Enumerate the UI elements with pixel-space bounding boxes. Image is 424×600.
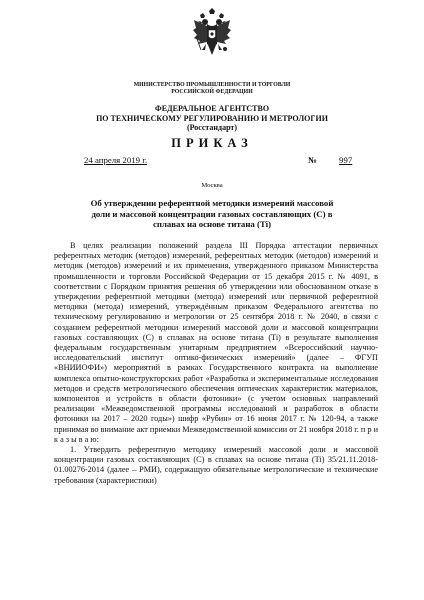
number-sign: № bbox=[308, 155, 317, 165]
russian-coat-of-arms-icon bbox=[192, 8, 232, 62]
document-title: Об утверждении референтной методики измерений массовой доли и массовой концентрации газовых составляющих (С) в сплавах на основе титана (Ti) bbox=[90, 198, 334, 229]
agency-line-1: ФЕДЕРАЛЬНОЕ АГЕНТСТВО bbox=[154, 104, 270, 113]
document-type-heading: ПРИКАЗ bbox=[171, 136, 253, 150]
document-number-block bbox=[308, 155, 358, 165]
ministry-line-2: РОССИЙСКОЙ ФЕДЕРАЦИИ bbox=[171, 89, 253, 95]
ministry-line-1: МИНИСТЕРСТВО ПРОМЫШЛЕННОСТИ И ТОРГОВЛИ bbox=[133, 82, 291, 88]
document-city: Москва bbox=[201, 182, 223, 189]
ministry-name bbox=[0, 82, 424, 96]
agency-line-2: ПО ТЕХНИЧЕСКОМУ РЕГУЛИРОВАНИЮ И МЕТРОЛОГИИ bbox=[96, 113, 328, 123]
document-date: 24 апреля 2019 г. bbox=[84, 155, 148, 165]
body-paragraph-2: 1. Утвердить референтную методику измерений массовой доли и массовой концентрации газовых составляющих (С) в сплавах на основе титана (Ti) 35/21.11.2018-01.00276-2014 (далее – РМИ), содержащую обязательные метрологические и технические требования (характеристики) bbox=[54, 445, 378, 485]
agency-line-3: (Росстандарт) bbox=[186, 123, 238, 133]
body-paragraph-1: В целях реализации положений раздела III Порядка аттестации первичных референтных методик (методов) измерений, референтных методик (методов) измерений и методик (методов) измерений и их применения, утвержденного приказом Министерства промышленности и торговли Российской Федерации от 15 декабря 2015 г. № 4091, в соответствии с Порядком принятия решения об утверждении или обоснованном отказе в утверждении референтной методики (метода) измерений или первичной референтной методики (метода) измерений, утверждённым приказом Федерального агентства по техническому регулированию и метрологии от 25 сентября 2018 г. № 2040, в связи с созданием референтной методики измерений массовой доли и массовой концентрации газовых составляющих (С) в сплавах на основе титана (Ti) в результате выполнения федеральным государственным унитарным предприятием «Всероссийский научно-исследовательский институт оптико-физических измерений» (далее – ФГУП «ВНИИОФИ») мероприятий в рамках Государственного контракта на выполнение комплекса опытно-конструкторских работ «Разработка и экспериментальные исследования методов и средств метрологического обеспечения оптических характеристик материалов, компонентов и устройств в области фотоники» (с учетом основных направлений реализации «Межведомственной программы исследований и разработок в области фотоники на 2017 – 2020 годы») шифр «Рубин» от 16 июня 2017 г. № 120-94, а также принимая во внимание акт приемки Межведомственной комиссии от 21 ноября 2018 г. п р и к а з ы в а ю: bbox=[54, 241, 378, 444]
document-number: 997 bbox=[339, 155, 353, 165]
document-body bbox=[54, 241, 378, 486]
agency-name bbox=[0, 104, 424, 133]
